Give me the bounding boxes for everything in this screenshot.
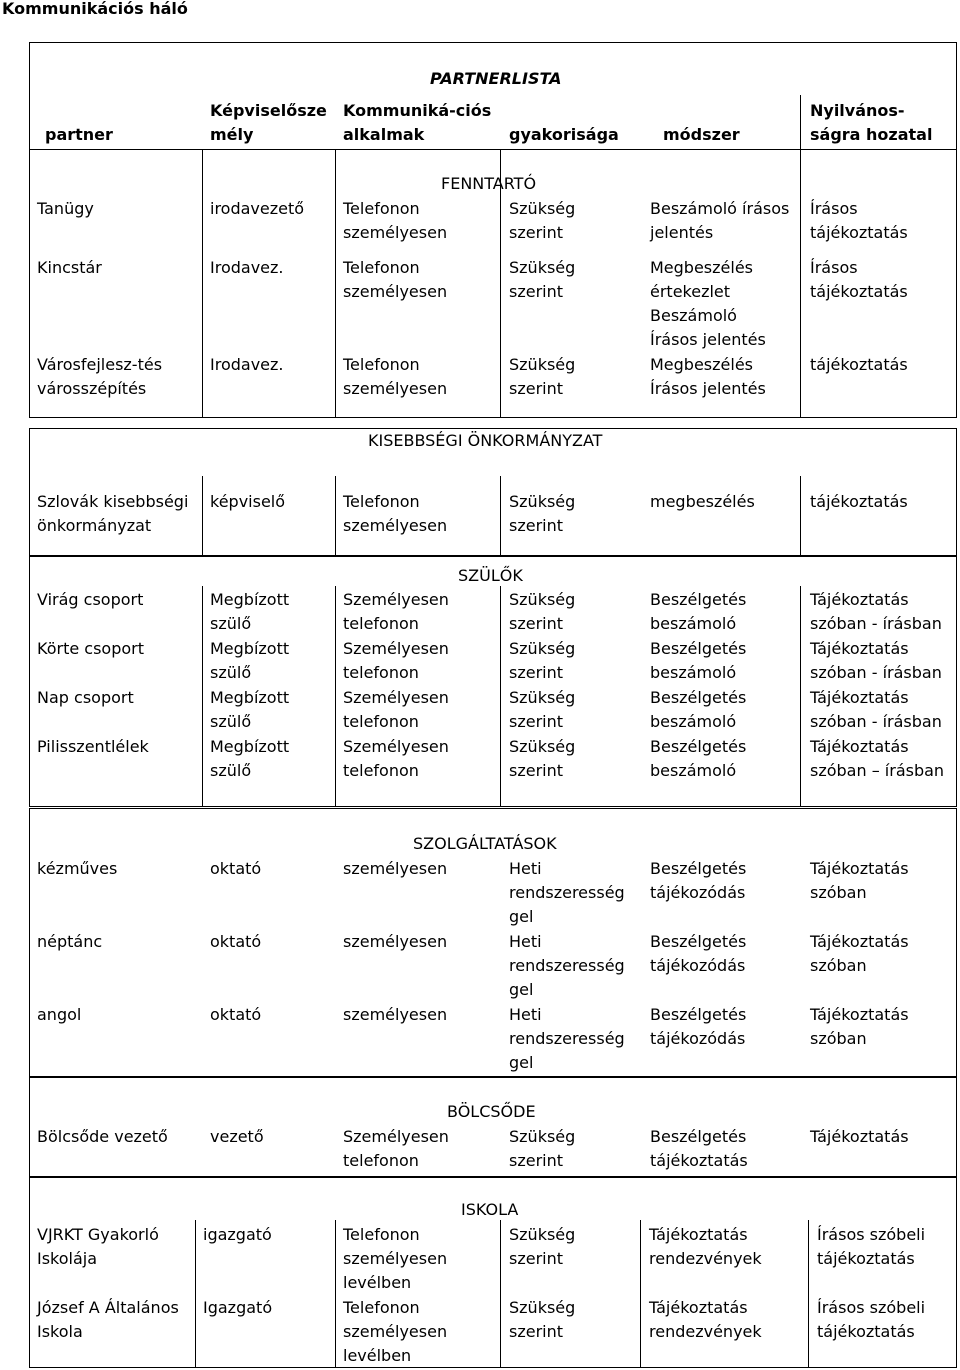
cell-gyakorisag: Szükség szerint (509, 590, 576, 633)
cell-kepviselo: vezető (210, 1127, 264, 1146)
cell-nyilvanos: tájékoztatás (810, 492, 908, 511)
cell-kepviselo: Irodavez. (210, 258, 284, 277)
cell-partner: Virág csoport (37, 590, 144, 609)
cell-modszer: Beszámoló írásos jelentés (650, 199, 790, 242)
cell-partner: Pilisszentlélek (37, 737, 149, 756)
cell-gyakorisag: Szükség szerint (509, 492, 576, 535)
section-iskola: ISKOLA (461, 1200, 519, 1219)
cell-modszer: Beszélgetés tájékoztatás (650, 1127, 748, 1170)
section-szolgaltatasok: SZOLGÁLTATÁSOK (413, 834, 557, 853)
header-nyilvanos: Nyilvános- ságra hozatal (810, 101, 933, 144)
cell-nyilvanos: Tájékoztatás szóban (810, 932, 909, 975)
cell-alkalmak: Telefonon személyesen (343, 199, 448, 242)
header-partner: partner (45, 125, 113, 144)
col-divider (500, 586, 501, 806)
section-szulok: SZÜLŐK (458, 566, 523, 585)
cell-gyakorisag: Heti rendszeresség gel (509, 859, 625, 926)
cell-modszer: Beszélgetés beszámoló (650, 590, 747, 633)
cell-nyilvanos: Írásos szóbeli tájékoztatás (817, 1298, 926, 1341)
cell-gyakorisag: Szükség szerint (509, 1225, 576, 1268)
cell-alkalmak: Személyesen telefonon (343, 639, 449, 682)
cell-modszer: Megbeszélés értekezlet Beszámoló Írásos jelentés (650, 258, 766, 349)
cell-partner: kézműves (37, 859, 118, 878)
cell-alkalmak: Személyesen telefonon (343, 737, 449, 780)
cell-alkalmak: személyesen (343, 932, 448, 951)
col-divider (500, 1220, 501, 1367)
cell-kepviselo: irodavezető (210, 199, 305, 218)
cell-gyakorisag: Szükség szerint (509, 1298, 576, 1341)
col-divider (800, 476, 801, 556)
document-title: Kommunikációs háló (2, 0, 188, 18)
col-divider (335, 1220, 336, 1367)
cell-partner: Városfejlesz-tés városszépítés (37, 355, 163, 398)
cell-alkalmak: Telefonon személyesen levélben (343, 1298, 448, 1365)
cell-nyilvanos: Tájékoztatás szóban - írásban (810, 688, 942, 731)
cell-modszer: megbeszélés (650, 492, 755, 511)
cell-kepviselo: Megbízott szülő (210, 688, 290, 731)
cell-kepviselo: Megbízott szülő (210, 737, 290, 780)
col-divider (335, 149, 336, 417)
cell-partner: Nap csoport (37, 688, 134, 707)
cell-modszer: Tájékoztatás rendezvények (649, 1225, 762, 1268)
cell-partner: Kincstár (37, 258, 102, 277)
col-divider (640, 1220, 641, 1367)
cell-partner: Szlovák kisebbségi önkormányzat (37, 492, 189, 535)
cell-kepviselo: képviselő (210, 492, 286, 511)
cell-nyilvanos: Tájékoztatás (810, 1127, 909, 1146)
cell-alkalmak: személyesen (343, 859, 448, 878)
cell-alkalmak: Telefonon személyesen (343, 355, 448, 398)
cell-modszer: Beszélgetés tájékozódás (650, 1005, 747, 1048)
cell-kepviselo: oktató (210, 859, 262, 878)
cell-gyakorisag: Heti rendszeresség gel (509, 932, 625, 999)
cell-nyilvanos: Írásos tájékoztatás (810, 258, 908, 301)
header-divider (29, 149, 957, 150)
cell-kepviselo: Irodavez. (210, 355, 284, 374)
header-alkalmak: Kommuniká-ciós alkalmak (343, 101, 492, 144)
cell-alkalmak: Személyesen telefonon (343, 1127, 449, 1170)
cell-nyilvanos: Tájékoztatás szóban – írásban (810, 737, 945, 780)
cell-nyilvanos: Tájékoztatás szóban (810, 859, 909, 902)
cell-partner: Bölcsőde vezető (37, 1127, 168, 1146)
col-divider (500, 476, 501, 556)
cell-alkalmak: Személyesen telefonon (343, 590, 449, 633)
cell-modszer: Megbeszélés Írásos jelentés (650, 355, 766, 398)
cell-nyilvanos: Tájékoztatás szóban - írásban (810, 590, 942, 633)
cell-partner: angol (37, 1005, 82, 1024)
cell-nyilvanos: tájékoztatás (810, 355, 908, 374)
cell-gyakorisag: Szükség szerint (509, 199, 576, 242)
cell-modszer: Beszélgetés tájékozódás (650, 932, 747, 975)
cell-kepviselo: oktató (210, 932, 262, 951)
cell-kepviselo: igazgató (203, 1225, 272, 1244)
col-divider (202, 476, 203, 556)
cell-alkalmak: Telefonon személyesen levélben (343, 1225, 448, 1292)
cell-gyakorisag: Szükség szerint (509, 355, 576, 398)
cell-alkalmak: Telefonon személyesen (343, 492, 448, 535)
cell-partner: Körte csoport (37, 639, 144, 658)
cell-modszer: Beszélgetés beszámoló (650, 688, 747, 731)
cell-gyakorisag: Szükség szerint (509, 688, 576, 731)
cell-modszer: Beszélgetés beszámoló (650, 737, 747, 780)
cell-gyakorisag: Szükség szerint (509, 1127, 576, 1170)
cell-partner: VJRKT Gyakorló Iskolája (37, 1225, 159, 1268)
cell-partner: néptánc (37, 932, 103, 951)
cell-kepviselo: Megbízott szülő (210, 590, 290, 633)
cell-alkalmak: személyesen (343, 1005, 448, 1024)
cell-gyakorisag: Szükség szerint (509, 737, 576, 780)
col-divider (202, 586, 203, 806)
cell-nyilvanos: Tájékoztatás szóban - írásban (810, 639, 942, 682)
col-divider (202, 149, 203, 417)
col-divider (195, 1220, 196, 1367)
cell-kepviselo: Megbízott szülő (210, 639, 290, 682)
cell-modszer: Tájékoztatás rendezvények (649, 1298, 762, 1341)
section-fenntarto: FENNTARTÓ (441, 174, 537, 193)
cell-kepviselo: oktató (210, 1005, 262, 1024)
cell-kepviselo: Igazgató (203, 1298, 273, 1317)
cell-modszer: Beszélgetés tájékozódás (650, 859, 747, 902)
cell-nyilvanos: Írásos szóbeli tájékoztatás (817, 1225, 926, 1268)
cell-nyilvanos: Írásos tájékoztatás (810, 199, 908, 242)
cell-nyilvanos: Tájékoztatás szóban (810, 1005, 909, 1048)
cell-gyakorisag: Szükség szerint (509, 639, 576, 682)
section-bolcsode: BÖLCSŐDE (447, 1102, 536, 1121)
header-kepviselo: Képviselősze mély (210, 101, 327, 144)
header-gyakorisag: gyakorisága (509, 125, 619, 144)
cell-gyakorisag: Heti rendszeresség gel (509, 1005, 625, 1072)
col-divider (800, 586, 801, 806)
cell-modszer: Beszélgetés beszámoló (650, 639, 747, 682)
header-modszer: módszer (663, 125, 740, 144)
cell-gyakorisag: Szükség szerint (509, 258, 576, 301)
col-divider (800, 95, 801, 417)
cell-partner: Tanügy (37, 199, 94, 218)
table-title: PARTNERLISTA (430, 69, 562, 88)
cell-partner: József A Általános Iskola (37, 1298, 179, 1341)
cell-alkalmak: Személyesen telefonon (343, 688, 449, 731)
col-divider (335, 586, 336, 806)
col-divider (335, 476, 336, 556)
col-divider (808, 1220, 809, 1367)
cell-alkalmak: Telefonon személyesen (343, 258, 448, 301)
section-kisebbsegi: KISEBBSÉGI ÖNKORMÁNYZAT (368, 431, 603, 450)
